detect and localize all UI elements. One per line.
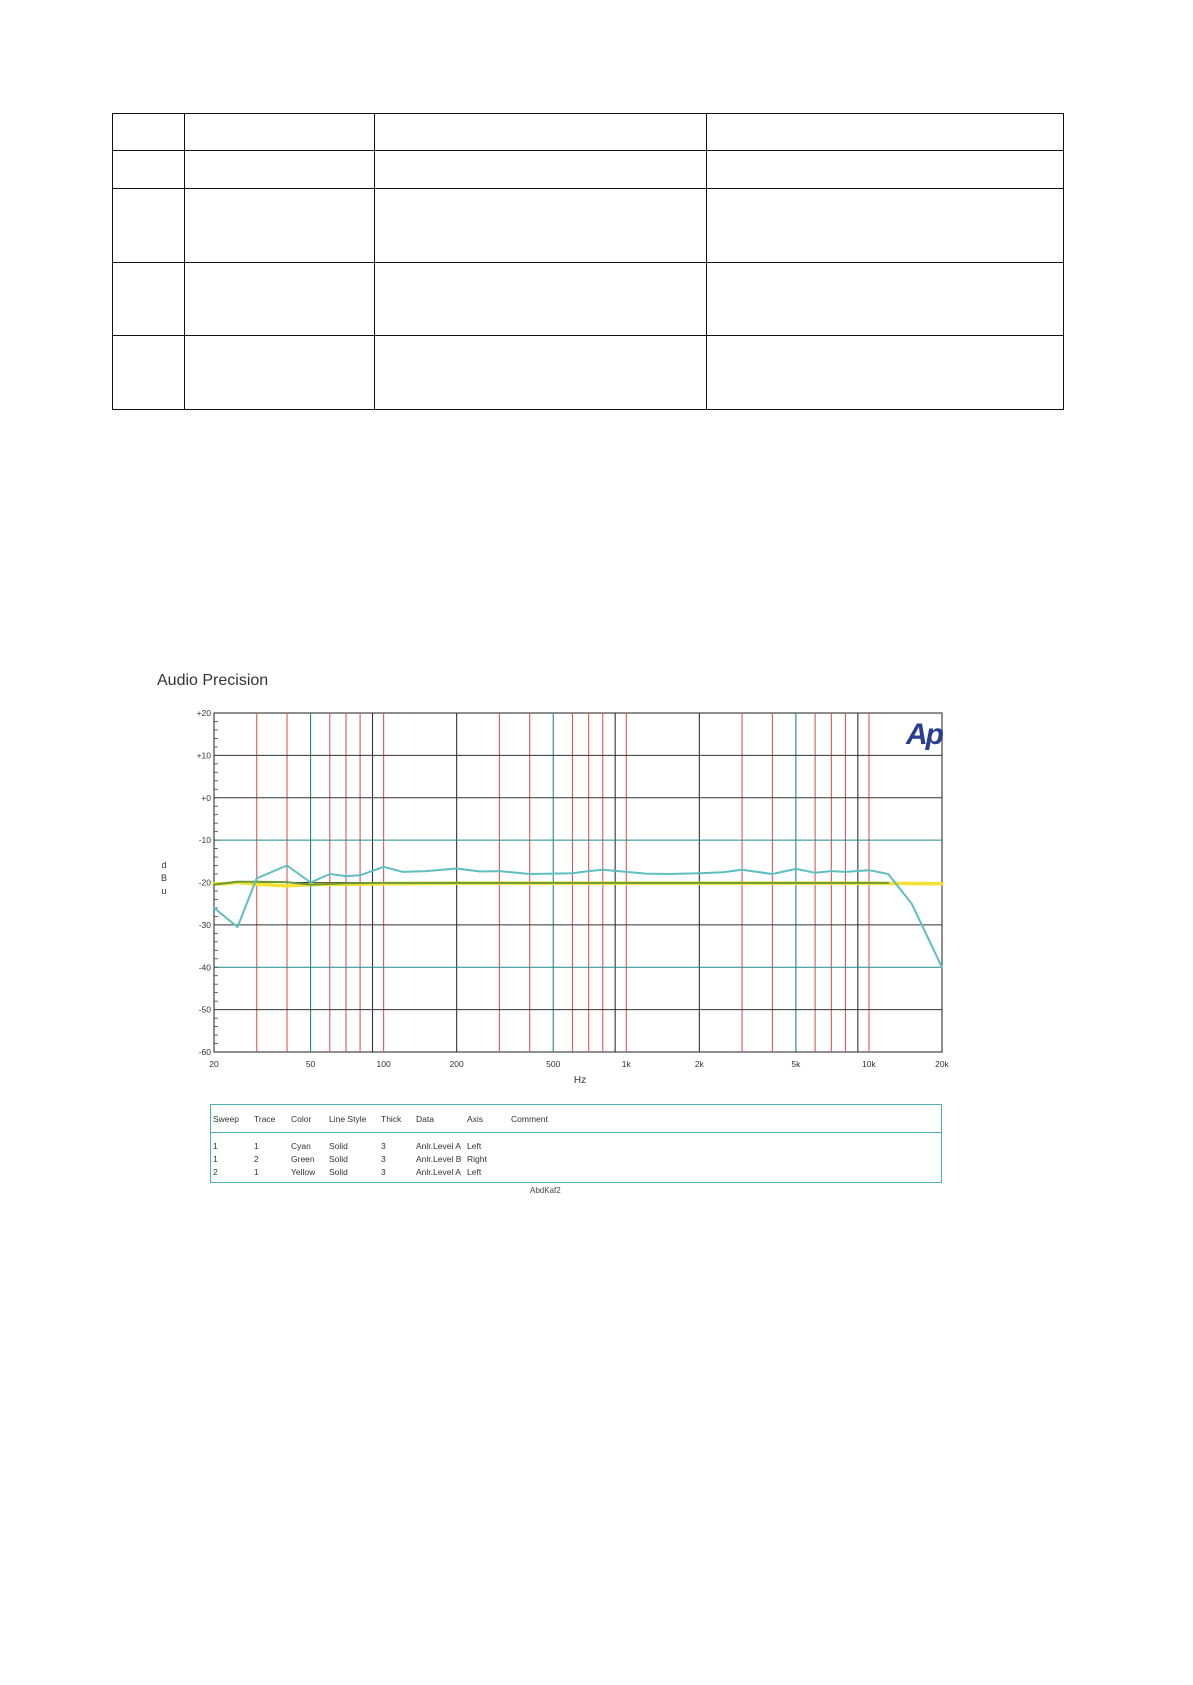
legend-cell: Left: [467, 1167, 482, 1177]
y-axis-label-letter: d: [161, 860, 167, 870]
legend-row: [211, 1154, 941, 1166]
x-tick-label: 50: [305, 1059, 316, 1069]
chart-title: Audio Precision: [157, 672, 269, 689]
y-tick-label: -10: [198, 835, 211, 846]
legend-row: [211, 1167, 941, 1179]
y-axis-label-letter: u: [161, 886, 167, 896]
legend-cell: 2: [254, 1154, 259, 1164]
legend-cell: Solid: [329, 1167, 348, 1177]
legend-header: Comment: [511, 1114, 548, 1124]
legend-cell: 1: [254, 1167, 259, 1177]
y-tick-label: +10: [196, 750, 211, 761]
legend-cell: 3: [381, 1141, 386, 1151]
legend-cell: 3: [381, 1167, 386, 1177]
y-tick-label: +0: [201, 792, 211, 803]
legend-cell: 1: [213, 1141, 218, 1151]
legend-header: Trace: [254, 1114, 276, 1124]
legend-header: Sweep: [213, 1114, 239, 1124]
legend-separator: [211, 1132, 941, 1133]
legend-cell: Anlr.Level A: [416, 1141, 461, 1151]
legend-cell: 1: [254, 1141, 259, 1151]
legend-cell: 3: [381, 1154, 386, 1164]
legend-cell: Solid: [329, 1154, 348, 1164]
legend-header: Axis: [467, 1114, 484, 1124]
legend-header: Line Style: [329, 1114, 367, 1124]
legend-header: Data: [416, 1114, 434, 1124]
y-axis-label-letter: B: [160, 873, 168, 883]
x-axis-label: Hz: [573, 1075, 587, 1086]
legend-header: Color: [291, 1114, 312, 1124]
legend-header: Thick: [381, 1114, 402, 1124]
legend-cell: Anlr.Level B: [416, 1154, 462, 1164]
legend-cell: Green: [291, 1154, 315, 1164]
x-tick-label: 5k: [791, 1059, 801, 1069]
x-tick-label: 10k: [862, 1059, 876, 1069]
legend-cell: Right: [467, 1154, 487, 1164]
legend-cell: Cyan: [291, 1141, 311, 1151]
y-tick-label: -60: [198, 1047, 211, 1057]
x-tick-label: 500: [546, 1059, 561, 1069]
legend-cell: Left: [467, 1141, 482, 1151]
y-tick-label: -40: [198, 962, 211, 973]
x-tick-label: 100: [376, 1059, 391, 1069]
legend-cell: Anlr.Level A: [416, 1167, 461, 1177]
legend-cell: Solid: [329, 1141, 348, 1151]
x-tick-label: 20k: [935, 1059, 949, 1069]
legend-cell: 2: [213, 1167, 218, 1177]
x-tick-label: 2k: [694, 1059, 704, 1069]
chart-footer-code: AbdKaf2: [530, 1186, 561, 1195]
y-tick-label: -20: [198, 877, 211, 888]
y-axis-label: [161, 860, 167, 896]
chart-legend-table: [210, 1104, 942, 1183]
y-tick-label: -50: [198, 1004, 211, 1015]
x-tick-label: 20: [209, 1059, 219, 1069]
legend-cell: Yellow: [291, 1167, 316, 1177]
legend-row: [211, 1141, 941, 1153]
legend-cell: 1: [213, 1154, 218, 1164]
y-tick-label: +20: [196, 708, 211, 718]
y-tick-label: -30: [198, 919, 211, 930]
x-tick-label: 1k: [621, 1059, 631, 1069]
ap-logo: Ap: [906, 718, 942, 751]
x-tick-label: 200: [449, 1059, 464, 1069]
